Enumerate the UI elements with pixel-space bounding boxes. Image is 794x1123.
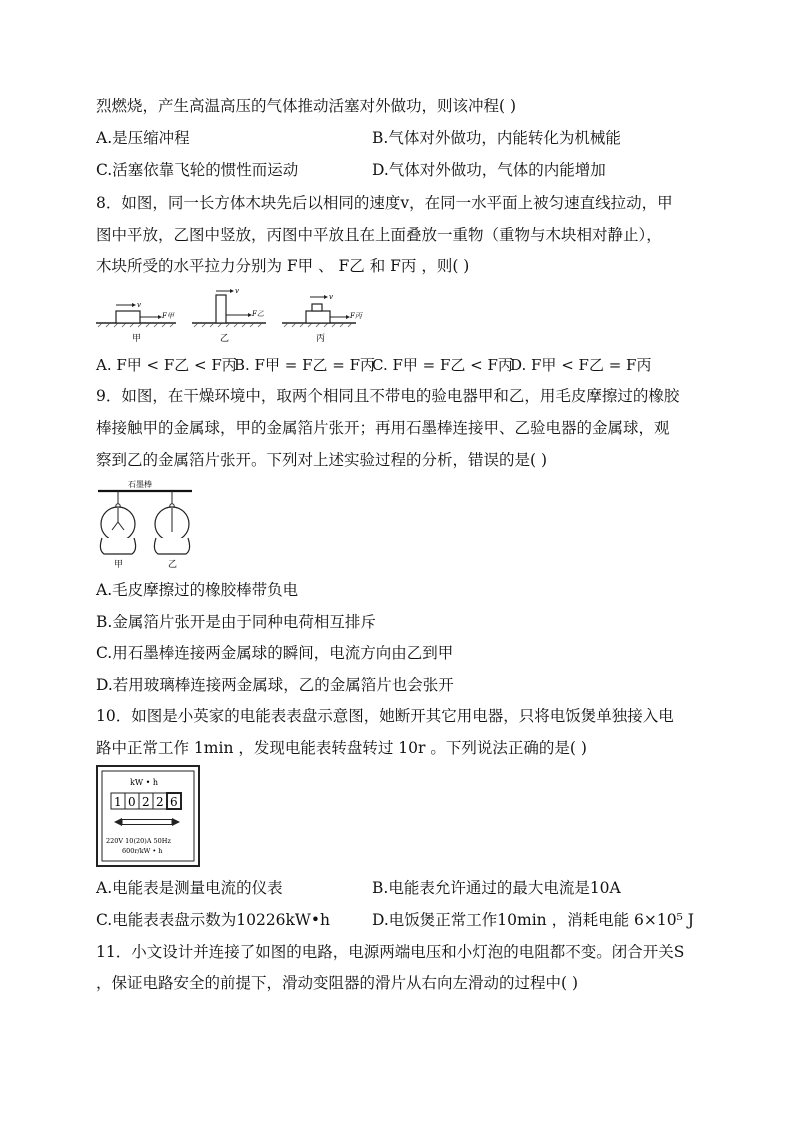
- q10-option-a: A.电能表是测量电流的仪表: [96, 879, 283, 897]
- q8-option-d: D. F甲 < F乙 = F丙: [510, 356, 652, 374]
- meter-disc-arrow-icon: [114, 818, 180, 826]
- q10-line-2: 路中正常工作 1min ，发现电能表转盘转过 10r 。下列说法正确的是( ): [96, 739, 587, 757]
- q8-vel-3: v: [329, 293, 333, 301]
- electric-meter-figure: [96, 765, 200, 867]
- q9-option-c: C.用石墨棒连接两金属球的瞬间，电流方向由乙到甲: [96, 644, 454, 662]
- meter-digit-3: 2: [142, 795, 150, 809]
- q9-line-1: 9．如图，在干燥环境中，取两个相同且不带电的验电器甲和乙，用毛皮摩擦过的橡胶: [96, 387, 680, 405]
- q9-rod-label: 石墨棒: [128, 480, 152, 489]
- q10-line-1: 10．如图是小英家的电能表表盘示意图，她断开其它用电器，只将电饭煲单独接入电: [96, 707, 674, 725]
- q9-option-d: D.若用玻璃棒连接两金属球，乙的金属箔片也会张开: [96, 676, 454, 694]
- meter-digit-1: 1: [114, 795, 122, 809]
- q7-option-d: D.气体对外做功，气体的内能增加: [372, 161, 606, 179]
- q9-label-yi: 乙: [168, 560, 178, 570]
- meter-digit-5: 6: [170, 795, 178, 809]
- q8-figure: [96, 285, 362, 347]
- q8-vel-2: v: [235, 287, 239, 295]
- q9-label-jia: 甲: [114, 560, 124, 570]
- q7-option-a: A.是压缩冲程: [96, 129, 190, 147]
- meter-spec-1: 220V 10(20)A 50Hz: [106, 837, 171, 845]
- q8-force-2: F乙: [252, 310, 264, 318]
- q7-option-b: B.气体对外做功，内能转化为机械能: [372, 129, 621, 147]
- q8-line-3: 木块所受的水平拉力分别为 F甲 、 F乙 和 F丙 ，则( ): [96, 257, 470, 275]
- q9-figure: [96, 478, 196, 570]
- meter-spec-2: 600r/kW • h: [122, 847, 163, 855]
- q10-option-b: B.电能表允许通过的最大电流是10A: [372, 879, 621, 897]
- q10-option-d: D.电饭煲正常工作10min ，消耗电能 6×10⁵ J: [372, 911, 694, 929]
- q8-option-a: A. F甲 < F乙 < F丙: [96, 356, 237, 374]
- q8-vel-1: v: [137, 301, 141, 309]
- q7-stem: 烈燃烧，产生高温高压的气体推动活塞对外做功，则该冲程( ): [96, 97, 517, 115]
- q8-label-bing: 丙: [316, 334, 326, 344]
- q11-line-2: ，保证电路安全的前提下，滑动变阻器的滑片从右向左滑动的过程中( ): [96, 974, 579, 992]
- q8-force-3: F丙: [350, 312, 362, 320]
- meter-digit-2: 0: [128, 795, 136, 809]
- q8-line-2: 图中平放，乙图中竖放，丙图中平放且在上面叠放一重物（重物与木块相对静止），: [96, 226, 662, 244]
- q9-line-2: 棒接触甲的金属球，甲的金属箔片张开；再用石墨棒连接甲、乙验电器的金属球，观: [96, 419, 670, 437]
- q7-option-c: C.活塞依靠飞轮的惯性而运动: [96, 161, 299, 179]
- q8-force-1: F甲: [162, 312, 174, 320]
- meter-unit: kW • h: [130, 778, 159, 787]
- meter-digit-4: 2: [156, 795, 164, 809]
- q8-option-c: C. F甲 = F乙 < F丙: [372, 356, 513, 374]
- q8-line-1: 8．如图，同一长方体木块先后以相同的速度v，在同一水平面上被匀速直线拉动，甲: [96, 194, 673, 212]
- q9-option-b: B.金属箔片张开是由于同种电荷相互排斥: [96, 613, 376, 631]
- q8-label-yi: 乙: [220, 334, 230, 344]
- q10-option-c: C.电能表表盘示数为10226kW•h: [96, 911, 330, 929]
- q8-option-b: B. F甲 = F乙 = F丙: [234, 356, 375, 374]
- q9-line-3: 察到乙的金属箔片张开。下列对上述实验过程的分析，错误的是( ): [96, 451, 548, 469]
- q9-option-a: A.毛皮摩擦过的橡胶棒带负电: [96, 581, 299, 599]
- q8-label-jia: 甲: [132, 334, 142, 344]
- q11-line-1: 11．小文设计并连接了如图的电路，电源两端电压和小灯泡的电阻都不变。闭合开关S: [96, 943, 685, 961]
